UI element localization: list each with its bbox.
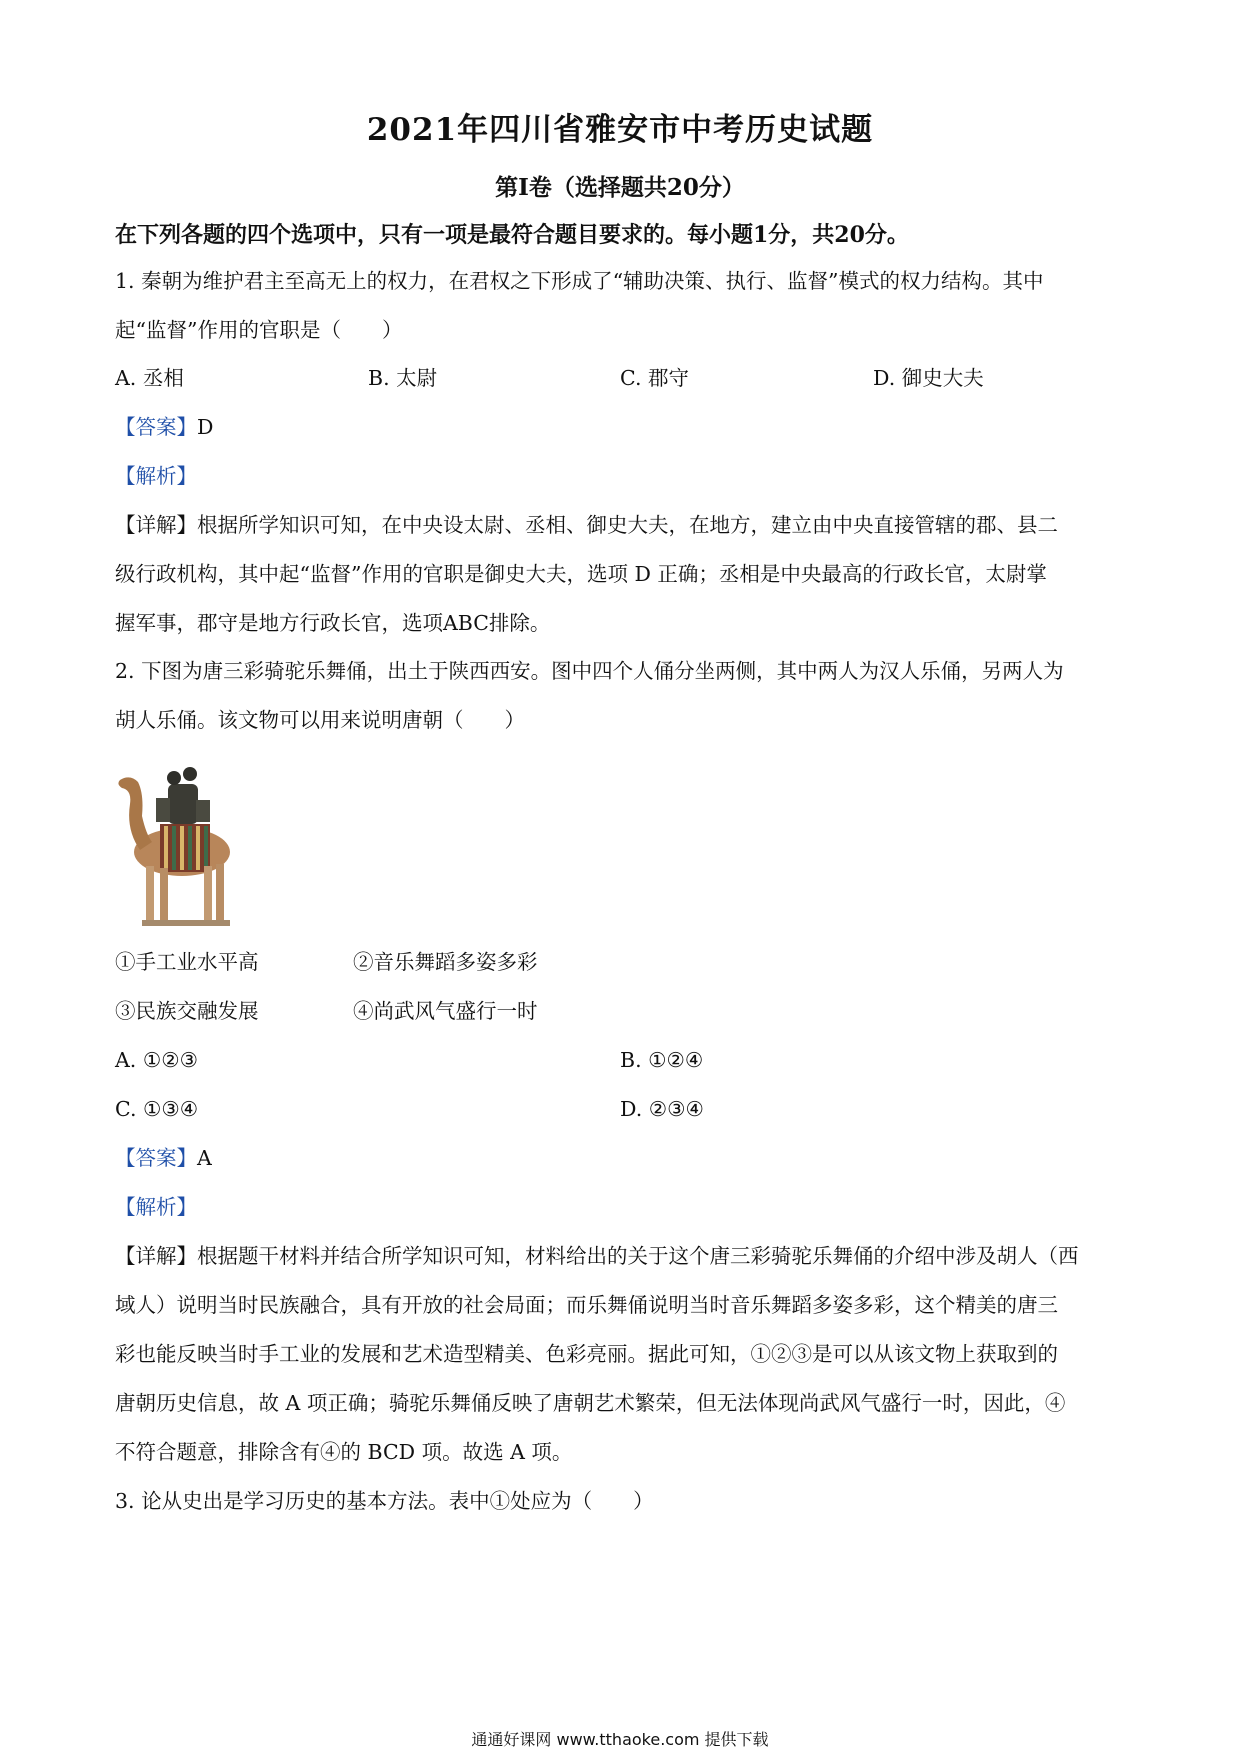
instruction-text: 在下列各题的四个选项中，只有一项是最符合题目要求的。每小题1分，共20分。 xyxy=(115,222,909,248)
answer-tag: 【答案】 xyxy=(115,1146,197,1170)
q1-stem-line1: 1. 秦朝为维护君主至高无上的权力，在君权之下形成了“辅助决策、执行、监督”模式的权力结构。其中 xyxy=(115,269,1044,293)
q2-option-a: A. ①②③ xyxy=(115,1048,198,1072)
q2-answer xyxy=(115,1148,212,1169)
answer-value: A xyxy=(197,1146,212,1170)
q1-answer xyxy=(115,417,213,438)
q1-option-b: B. 太尉 xyxy=(368,366,438,390)
q2-item-3: ③民族交融发展 xyxy=(115,999,259,1023)
q1-option-c: C. 郡守 xyxy=(620,366,689,390)
q1-detail-line3: 握军事，郡守是地方行政长官，选项ABC排除。 xyxy=(115,611,551,635)
q2-detail-line1 xyxy=(115,1246,1079,1267)
q2-stem-line1: 2. 下图为唐三彩骑驼乐舞俑，出土于陕西西安。图中四个人俑分坐两侧，其中两人为汉人乐俑，另两人为 xyxy=(115,659,1064,683)
q2-stem-line2: 胡人乐俑。该文物可以用来说明唐朝（ ） xyxy=(115,708,525,732)
q2-analysis-tag: 【解析】 xyxy=(115,1195,197,1219)
q2-option-b: B. ①②④ xyxy=(620,1048,704,1072)
q2-option-d: D. ②③④ xyxy=(620,1097,704,1121)
answer-tag: 【答案】 xyxy=(115,415,197,439)
q1-detail-line2: 级行政机构，其中起“监督”作用的官职是御史大夫，选项 D 正确；丞相是中央最高的行政长官，太尉掌 xyxy=(115,562,1047,586)
q3-stem: 3. 论从史出是学习历史的基本方法。表中①处应为（ ） xyxy=(115,1489,654,1513)
q1-option-d: D. 御史大夫 xyxy=(873,366,984,390)
q1-detail-line1 xyxy=(115,515,1058,536)
q1-option-a: A. 丞相 xyxy=(115,366,184,390)
section-title: 第Ⅰ卷（选择题共20分） xyxy=(495,174,745,201)
answer-value: D xyxy=(197,415,214,439)
q2-detail-line5: 不符合题意，排除含有④的 BCD 项。故选 A 项。 xyxy=(115,1440,573,1464)
q2-detail-line4: 唐朝历史信息，故 A 项正确；骑驼乐舞俑反映了唐朝艺术繁荣，但无法体现尚武风气盛行一时，因此，④ xyxy=(115,1391,1066,1415)
page-title: 2021年四川省雅安市中考历史试题 xyxy=(366,112,874,148)
detail-text: 根据所学知识可知，在中央设太尉、丞相、御史大夫，在地方，建立由中央直接管辖的郡、县二 xyxy=(197,513,1058,537)
camel-figurine-image xyxy=(112,760,242,930)
footer-text: 通通好课网 www.tthaoke.com 提供下载 xyxy=(471,1730,769,1749)
q2-detail-line2: 域人）说明当时民族融合，具有开放的社会局面；而乐舞俑说明当时音乐舞蹈多姿多彩，这个精美的唐三 xyxy=(115,1293,1058,1317)
q2-item-2: ②音乐舞蹈多姿多彩 xyxy=(353,950,538,974)
detail-text: 根据题干材料并结合所学知识可知，材料给出的关于这个唐三彩骑驼乐舞俑的介绍中涉及胡人（西 xyxy=(197,1244,1079,1268)
q1-stem-line2: 起“监督”作用的官职是（ ） xyxy=(115,318,403,342)
q2-item-4: ④尚武风气盛行一时 xyxy=(353,999,538,1023)
q2-item-1: ①手工业水平高 xyxy=(115,950,259,974)
q2-detail-line3: 彩也能反映当时手工业的发展和艺术造型精美、色彩亮丽。据此可知，①②③是可以从该文物上获取到的 xyxy=(115,1342,1058,1366)
q1-analysis-tag: 【解析】 xyxy=(115,464,197,488)
detail-tag: 【详解】 xyxy=(115,1244,197,1268)
q2-option-c: C. ①③④ xyxy=(115,1097,199,1121)
detail-tag: 【详解】 xyxy=(115,513,197,537)
